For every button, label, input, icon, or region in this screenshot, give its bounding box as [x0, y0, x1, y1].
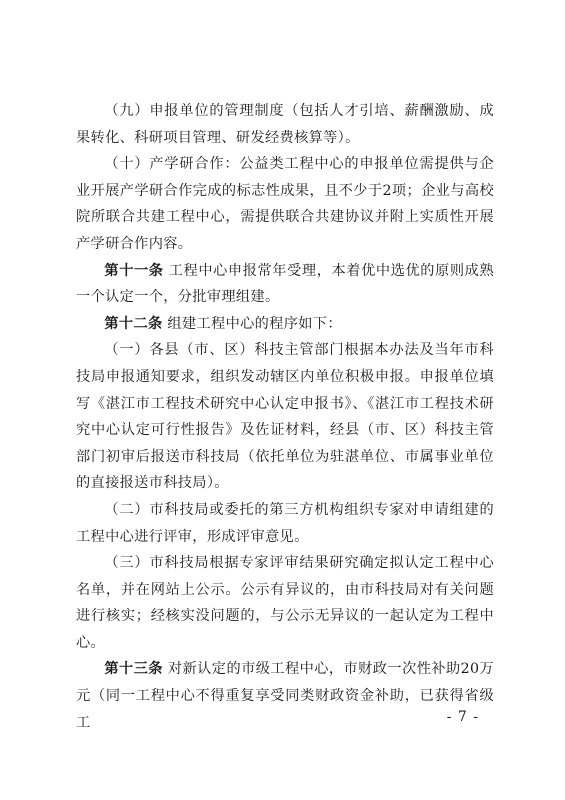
paragraph-text: （一）各县（市、区）科技主管部门根据本办法及当年市科技局申报通知要求，组织发动辖区内单位积极申报。申报单位填写《湛江市工程技术研究中心认定申报书》、《湛江市工程技术研究中心认定可行性报告》及佐证材料，经县（市、区）科技主管部门初审后报送市科技局（依托单位为驻湛单位、市属事业单位的直接报送市科技局）。 [76, 342, 494, 492]
article-heading: 第十一条 [104, 262, 164, 279]
page-number: - 7 - [446, 709, 479, 725]
paragraph-text: 对新认定的市级工程中心，市财政一次性补助20万元（同一工程中心不得重复享受同类财政资金补助，已获得省级工 [76, 661, 494, 731]
article-heading: 第十三条 [104, 661, 163, 678]
paragraph-article-11 [76, 258, 494, 311]
paragraph-text: 组建工程中心的程序如下： [167, 315, 342, 332]
paragraph-article-12 [76, 311, 494, 338]
paragraph-step-1 [76, 337, 494, 497]
paragraph-text: （二）市科技局或委托的第三方机构组织专家对申请组建的工程中心进行评审，形成评审意见。 [76, 501, 494, 545]
paragraph-text: （三）市科技局根据专家评审结果研究确定拟认定工程中心名单，并在网站上公示。公示有异议的，由市科技局对有关问题进行核实；经核实没问题的，与公示无异议的一起认定为工程中心。 [76, 555, 494, 651]
article-heading: 第十二条 [104, 315, 163, 332]
paragraph-step-2 [76, 497, 494, 550]
paragraph-text: 工程中心申报常年受理，本着优中选优的原则成熟一个认定一个，分批审理组建。 [76, 262, 494, 306]
paragraph-item-10 [76, 151, 494, 257]
paragraph-text: （九）申报单位的管理制度（包括人才引培、薪酬激励、成果转化、科研项目管理、研发经费核算等）。 [76, 103, 494, 146]
paragraph-item-9 [76, 98, 494, 151]
document-body [76, 98, 494, 736]
paragraph-step-3 [76, 550, 494, 656]
paragraph-text: （十）产学研合作：公益类工程中心的申报单位需提供与企业开展产学研合作完成的标志性成果，且不少于2项；企业与高校院所联合共建工程中心，需提供联合共建协议并附上实质性开展产学研合作内容。 [76, 156, 494, 252]
